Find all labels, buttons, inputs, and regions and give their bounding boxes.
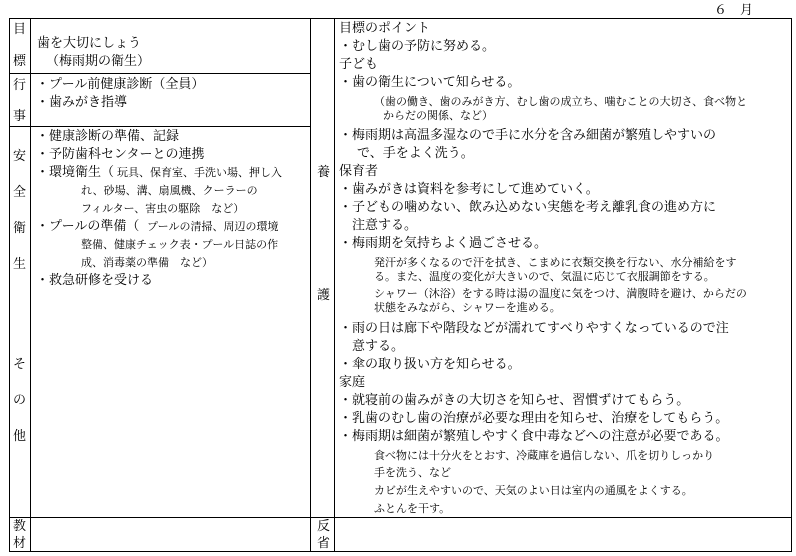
children-heading: 子ども [339,57,379,72]
home-item-1: ・就寝前の歯みがきの大切さを知らせ、習慣ずけてもらう。 [339,393,690,408]
caregiver-item-3-note-2: る。また、温度の変化が大きいので、気温に応じて衣服調節をする。 [374,270,715,283]
safety-item-3-head: ・環境衛生（ [36,165,115,180]
home-item-3: ・梅雨期は細菌が繁殖しやすく食中毒などへの注意が必要である。 [339,429,729,444]
safety-item-1: ・健康診断の準備、記録 [36,129,180,144]
caregiver-item-1: ・歯みがきは資料を参考にして進めていく。 [339,182,599,197]
children-item-1-note-1: （歯の働き、歯のみがき方、むし歯の成立ち、噛むことの大切さ、食べ物と [374,95,748,108]
home-item-3-note-1: 食べ物には十分火をとおす、冷蔵庫を過信しない、爪を切りしっかり [374,449,715,462]
safety-item-4-cont2: 成、消毒薬の準備 など） [81,256,213,269]
caregiver-item-3-note-1: 発汗が多くなるので汗を拭き、こまめに衣類交換を行ない、水分補給をす [374,256,737,269]
children-item-1-note-2: からだの関係、など） [383,109,493,122]
reflection-label-2: 省 [317,536,331,551]
reflection-label-1: 反 [317,519,331,534]
safety-item-3-cont1: れ、砂場、溝、扇風機、クーラーの [81,184,258,197]
safety-label-3: 衛 [13,221,27,236]
caregiver-item-3: ・梅雨期を気持ちよく過ごさせる。 [339,236,548,251]
safety-item-4-text: プールの清掃、周辺の環境 [147,220,279,233]
children-item-2-cont: で、手をよく洗う。 [357,146,474,161]
safety-item-2: ・予防歯科センターとの連携 [36,147,205,162]
safety-item-4-cont1: 整備、健康チェック表・プール日誌の作 [81,238,279,251]
safety-label-7: 他 [13,429,27,444]
children-item-1: ・歯の衛生について知らせる。 [339,75,521,90]
nursing-label-2: 護 [317,288,331,303]
month-label: ６ 月 [714,3,754,18]
safety-label-5: そ [13,357,27,372]
caregiver-item-4-cont: 意する。 [352,339,405,354]
caregiver-item-4: ・雨の日は廊下や階段などが濡れてすべりやすくなっているので注 [339,321,729,336]
events-label-1: 行 [13,78,27,93]
safety-label-2: 全 [13,185,27,200]
safety-label-6: の [13,393,27,408]
safety-label-1: 安 [13,149,27,164]
safety-item-3-text: 玩具、保育室、手洗い場、押し入 [117,166,282,179]
children-item-2: ・梅雨期は高温多湿なので手に水分を含み細菌が繁殖しやすいの [339,128,717,143]
events-item-2: ・歯みがき指導 [36,95,128,110]
goal-point-item: ・むし歯の予防に努める。 [339,39,496,54]
home-heading: 家庭 [339,375,366,390]
caregiver-heading: 保育者 [339,164,379,179]
safety-item-3-cont2: フィルター、害虫の駆除 など） [81,202,245,215]
safety-item-4-head: ・プールの準備（ [36,219,140,234]
goal-subtext: （梅雨期の衛生） [46,54,151,69]
home-item-3-note-2: 手を洗う、など [374,466,451,479]
safety-item-5: ・救急研修を受ける [36,273,154,288]
goal-text: 歯を大切にしょう [37,36,142,51]
safety-label-4: 生 [13,257,27,272]
nursing-label-1: 養 [317,165,331,180]
goal-label-2: 標 [13,54,27,69]
caregiver-item-2-cont: 注意する。 [352,218,418,233]
caregiver-item-2: ・子どもの噛めない、飲み込めない実態を考え離乳食の進め方に [339,200,717,215]
caregiver-item-5: ・傘の取り扱い方を知らせる。 [339,357,521,372]
home-item-3-note-4: ふとんを干す。 [374,502,451,515]
caregiver-item-3-note-4: 状態をみながら、シャワーを進める。 [374,301,561,314]
home-item-3-note-3: カビが生えやすいので、天気のよい日は室内の通風をよくする。 [374,484,693,497]
goal-point-heading: 目標のポイント [339,21,431,36]
goal-label-1: 目 [13,22,27,37]
events-label-2: 事 [13,109,27,124]
materials-label-2: 材 [13,536,27,551]
events-item-1: ・プール前健康診断（全員） [36,77,205,92]
caregiver-item-3-note-3: シャワー（沐浴）をする時は湯の温度に気をつけ、満腹時を避け、からだの [374,287,747,300]
materials-label-1: 教 [13,519,27,534]
home-item-2: ・乳歯のむし歯の治療が必要な理由を知らせ、治療をしてもらう。 [339,411,729,426]
